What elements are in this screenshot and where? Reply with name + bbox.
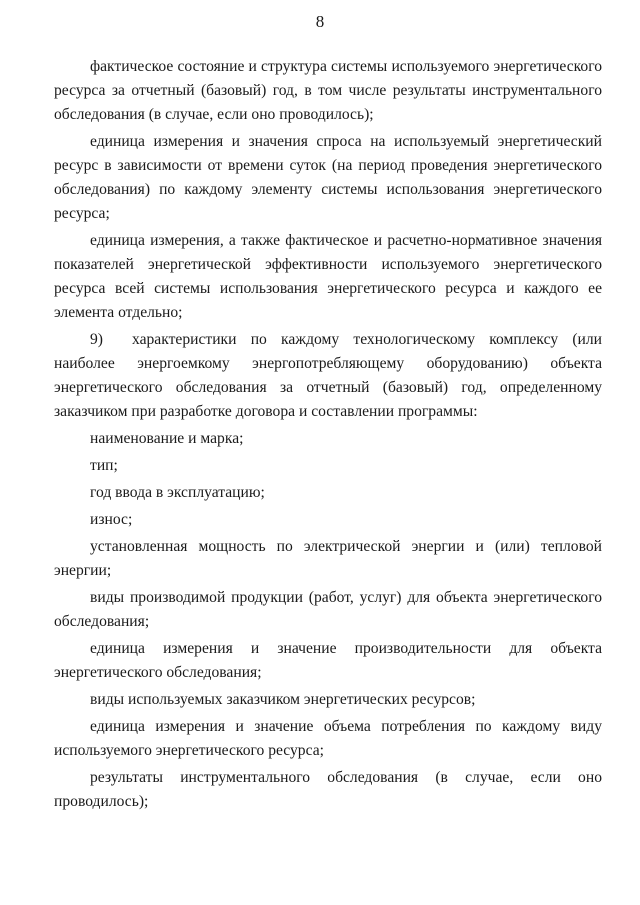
paragraph: единица измерения, а также фактическое и расчетно-нормативное значения показателей энергетической эффективности используемого энергетического ресурса всей системы использования энергетического ресурса и каждого ее элемента отдельно;	[54, 232, 602, 321]
list-item-text: характеристики по каждому технологическому комплексу (или наиболее энергоемкому энергопотребляющему оборудованию) объекта энергетического обследования за отчетный (базовый) год, определенному заказчиком при разработке договора и составлении программы:	[54, 331, 602, 420]
subitem-product-types: виды производимой продукции (работ, услуг) для объекта энергетического обследования;	[54, 589, 602, 630]
document-body	[54, 55, 602, 814]
subitem-installed-capacity: установленная мощность по электрической энергии и (или) тепловой энергии;	[54, 538, 602, 579]
list-item-9	[54, 328, 602, 424]
subitem-resource-types: виды используемых заказчиком энергетических ресурсов;	[90, 691, 476, 708]
subitem-consumption: единица измерения и значение объема потребления по каждому виду используемого энергетического ресурса;	[54, 718, 602, 759]
subitem-productivity: единица измерения и значение производительности для объекта энергетического обследования;	[54, 640, 602, 681]
page-number: 8	[315, 12, 325, 31]
paragraph: единица измерения и значения спроса на используемый энергетический ресурс в зависимости от времени суток (на период проведения энергетического обследования) по каждому элементу системы использования энергетического ресурса;	[54, 133, 602, 222]
paragraph: фактическое состояние и структура системы используемого энергетического ресурса за отчетный (базовый) год, в том числе результаты инструментального обследования (в случае, если оно проводилось);	[54, 58, 602, 123]
subitem-type: тип;	[90, 457, 118, 474]
subitem-instrumental-results: результаты инструментального обследования (в случае, если оно проводилось);	[54, 769, 602, 810]
subitem-wear: износ;	[90, 511, 133, 528]
list-item-number: 9)	[90, 331, 103, 348]
subitem-name-brand: наименование и марка;	[90, 430, 244, 447]
subitem-commission-year: год ввода в эксплуатацию;	[90, 484, 265, 501]
